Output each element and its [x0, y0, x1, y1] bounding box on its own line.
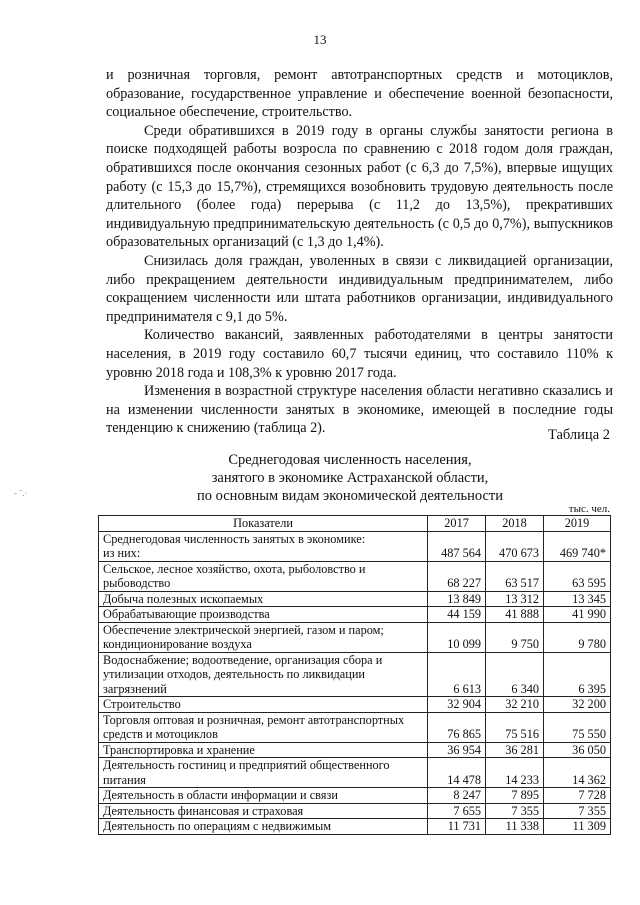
row-label: Водоснабжение; водоотведение, организация сбора и утилизации отходов, деятельность по ликвидации загрязнений [99, 652, 428, 697]
table-caption: Таблица 2 [547, 427, 610, 443]
paragraph-2: Среди обратившихся в 2019 году в органы службы занятости региона в поиске подходящей работы возросла по сравнению с 2018 годом доля граждан, обратившихся после окончания сезонных работ (с 6,3 до 7,5%), впервые ищущих работу (с 15,3 до 15,7%), стремящихся возобновить трудовую деятельность после длительного (более года) перерыва (с 11,2 до 13,5%), прекративших индивидуальную предпринимательскую деятельность (с 0,5 до 0,7%), выпускников образовательных организаций (с 1,3 до 1,4%). [106, 122, 613, 251]
value-cell: 10 099 [428, 622, 486, 652]
value-cell: 36 050 [544, 742, 611, 758]
header-indicator: Показатели [99, 516, 428, 532]
row-label: Обрабатывающие производства [99, 607, 428, 623]
paragraph-4: Количество вакансий, заявленных работодателями в центры занятости населения, в 2019 году составило 60,7 тысячи единиц, что составило 110% к уровню 2018 года и 108,3% к уровню 2017 года. [106, 327, 613, 381]
value-cell: 32 210 [486, 697, 544, 713]
page-number: 13 [313, 32, 327, 47]
table-row [99, 742, 611, 758]
header-year-2018: 2018 [486, 516, 544, 532]
value-cell: 14 233 [486, 758, 544, 788]
value-cell: 41 990 [544, 607, 611, 623]
value-cell: 63 595 [544, 561, 611, 591]
value-cell: 11 309 [544, 819, 611, 835]
value-cell: 13 312 [486, 591, 544, 607]
employment-table [98, 515, 611, 835]
value-cell: 6 340 [486, 652, 544, 697]
value-cell: 11 338 [486, 819, 544, 835]
table-row [99, 607, 611, 623]
value-cell: 36 281 [486, 742, 544, 758]
header-year-2017: 2017 [428, 516, 486, 532]
value-cell: 13 849 [428, 591, 486, 607]
value-cell: 75 516 [486, 712, 544, 742]
table-row [99, 652, 611, 697]
row-label: Деятельность в области информации и связи [99, 788, 428, 804]
value-cell: 487 564 [428, 531, 486, 561]
row-label: Торговля оптовая и розничная, ремонт автотранспортных средств и мотоциклов [99, 712, 428, 742]
value-cell: 36 954 [428, 742, 486, 758]
table-title [160, 451, 540, 505]
row-label: Транспортировка и хранение [99, 742, 428, 758]
table-row [99, 803, 611, 819]
value-cell: 75 550 [544, 712, 611, 742]
value-cell: 7 355 [544, 803, 611, 819]
paragraph-5: Изменения в возрастной структуре населения области негативно сказались и на изменении численности занятых в экономике, имеющей в последние годы тенденцию к снижению (таблица 2). [106, 383, 613, 437]
row-label: Деятельность финансовая и страховая [99, 803, 428, 819]
value-cell: 44 159 [428, 607, 486, 623]
value-cell: 9 750 [486, 622, 544, 652]
table-row [99, 622, 611, 652]
value-cell: 32 200 [544, 697, 611, 713]
row-label: Сельское, лесное хозяйство, охота, рыболовство и рыбоводство [99, 561, 428, 591]
value-cell: 41 888 [486, 607, 544, 623]
value-cell: 76 865 [428, 712, 486, 742]
row-label: Деятельность по операциям с недвижимым [99, 819, 428, 835]
table-header-row [99, 516, 611, 532]
value-cell: 63 517 [486, 561, 544, 591]
paragraph-3: Снизилась доля граждан, уволенных в связи с ликвидацией организации, либо прекращением деятельности индивидуальным предпринимателем, либо сокращением численности или штата работников организации, индивидуального предпринимателя с 9,1 до 5%. [106, 252, 613, 325]
value-cell: 68 227 [428, 561, 486, 591]
value-cell: 9 780 [544, 622, 611, 652]
row-label: Обеспечение электрической энергией, газом и паром; кондиционирование воздуха [99, 622, 428, 652]
value-cell: 7 355 [486, 803, 544, 819]
value-cell: 7 895 [486, 788, 544, 804]
scan-artifact: - ˉ.· [14, 488, 28, 498]
units-label: тыс. чел. [568, 503, 610, 515]
table-title-line: по основным видам экономической деятельности [197, 488, 503, 504]
table-title-line: занятого в экономике Астраханской области, [211, 470, 489, 486]
value-cell: 7 655 [428, 803, 486, 819]
value-cell: 14 362 [544, 758, 611, 788]
row-label: Строительство [99, 697, 428, 713]
value-cell: 8 247 [428, 788, 486, 804]
row-label: Деятельность гостиниц и предприятий общественного питания [99, 758, 428, 788]
table-row [99, 788, 611, 804]
table-row [99, 561, 611, 591]
value-cell: 469 740* [544, 531, 611, 561]
table-row [99, 819, 611, 835]
table-row [99, 712, 611, 742]
value-cell: 6 395 [544, 652, 611, 697]
value-cell: 13 345 [544, 591, 611, 607]
value-cell: 470 673 [486, 531, 544, 561]
value-cell: 11 731 [428, 819, 486, 835]
table-title-line: Среднегодовая численность населения, [228, 452, 472, 468]
table-row [99, 531, 611, 561]
body-text [106, 66, 613, 438]
header-year-2019: 2019 [544, 516, 611, 532]
table-row [99, 697, 611, 713]
table-row [99, 758, 611, 788]
value-cell: 14 478 [428, 758, 486, 788]
paragraph-1: и розничная торговля, ремонт автотранспортных средств и мотоциклов, образование, государственное управление и обеспечение военной безопасности, социальное обеспечение, строительство. [106, 67, 613, 121]
value-cell: 6 613 [428, 652, 486, 697]
value-cell: 32 904 [428, 697, 486, 713]
table-row [99, 591, 611, 607]
row-label: Добыча полезных ископаемых [99, 591, 428, 607]
row-label: Среднегодовая численность занятых в экономике: из них: [99, 531, 428, 561]
value-cell: 7 728 [544, 788, 611, 804]
